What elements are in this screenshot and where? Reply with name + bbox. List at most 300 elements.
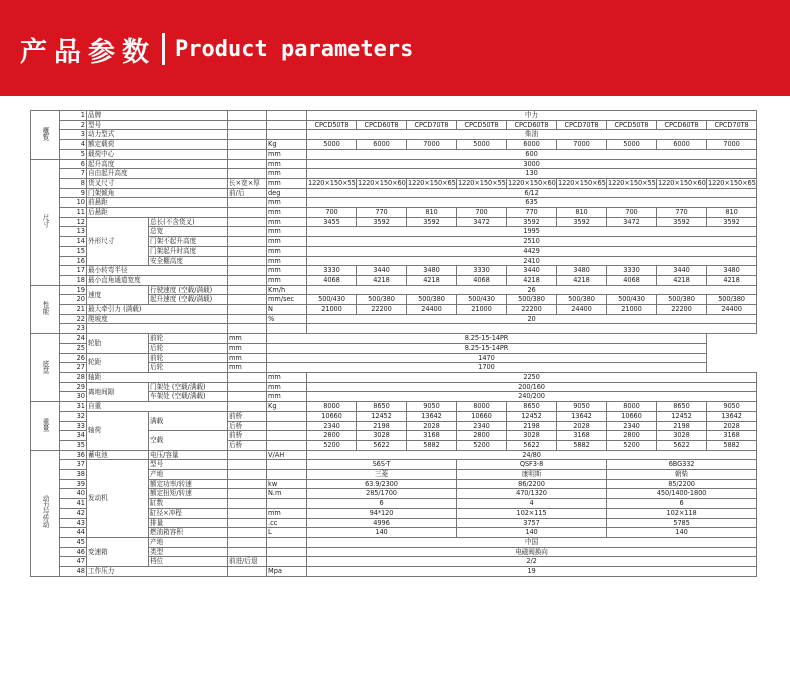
value-cell: 2800 [457, 431, 507, 441]
value-cell: 810 [407, 208, 457, 218]
value-cell: 3592 [557, 217, 607, 227]
value-cell: 810 [707, 208, 757, 218]
unit [267, 470, 307, 480]
merged-value-cell: 电磁阀换向 [307, 547, 757, 557]
aux-label: 前轮 [149, 353, 228, 363]
table-row [31, 111, 757, 121]
aux-label: 前轮 [149, 334, 228, 344]
table-row [31, 382, 757, 392]
page-title [20, 27, 413, 71]
item-label: 工作压力 [87, 567, 228, 577]
table-row [31, 314, 757, 324]
value-cell: 1220×150×65 [408, 178, 456, 187]
value-cell: 2198 [657, 421, 707, 431]
merged-value-cell: 4429 [307, 246, 757, 256]
aux-label [228, 537, 267, 547]
merged-value-cell: 200/160 [307, 382, 757, 392]
aux-label [228, 392, 267, 402]
merged-value-cell: 中国 [307, 537, 757, 547]
table-row [31, 324, 757, 334]
aux-label: 后轮 [149, 343, 228, 353]
value-cell: 13642 [557, 411, 607, 421]
item-label: 额定载荷 [87, 140, 228, 150]
sub-label: 总长(不含货叉) [149, 217, 228, 227]
item-label: 起升高度 [87, 159, 228, 169]
row-number: 17 [60, 266, 87, 276]
value-cell: 6000 [507, 140, 557, 150]
item-label: 离地间隙 [87, 382, 149, 401]
unit: mm [267, 372, 307, 382]
item-label: 型号 [87, 120, 228, 130]
sub-label: 档位 [149, 557, 228, 567]
value-cell: 6000 [357, 140, 407, 150]
item-label: 变速箱 [87, 537, 149, 566]
engine-value-cell: 85/2200 [607, 479, 757, 489]
aux-label [228, 305, 267, 315]
unit: % [267, 314, 307, 324]
row-number: 46 [60, 547, 87, 557]
unit [267, 431, 307, 441]
value-cell: 3455 [307, 217, 357, 227]
group-label-text: 尺寸 [41, 214, 49, 228]
value-cell: CPCD60T8 [657, 120, 707, 130]
group-label-text: 概覧 [41, 126, 49, 140]
aux-label [228, 159, 267, 169]
value-cell: CPCD60T8 [507, 120, 557, 130]
item-label: 后悬距 [87, 208, 228, 218]
row-number: 44 [60, 528, 87, 538]
unit: .cc [267, 518, 307, 528]
value-cell: 3440 [357, 266, 407, 276]
value-cell: 1220×150×60 [508, 178, 556, 187]
merged-value-cell: 2410 [307, 256, 757, 266]
value-cell: 4068 [307, 275, 357, 285]
unit [267, 557, 307, 567]
value-cell: 3480 [407, 266, 457, 276]
item-label: 货叉尺寸 [87, 178, 228, 188]
engine-value-cell: 3757 [457, 518, 607, 528]
value-cell: 2800 [307, 431, 357, 441]
merged-value-cell: 240/200 [307, 392, 757, 402]
row-number: 41 [60, 499, 87, 509]
unit [267, 421, 307, 431]
aux-label [228, 198, 267, 208]
unit: kw [267, 479, 307, 489]
aux-label [228, 169, 267, 179]
title-english: Product parameters [175, 36, 414, 62]
table-row [31, 460, 757, 470]
value-cell: 22200 [657, 305, 707, 315]
row-number: 45 [60, 537, 87, 547]
value-cell: 1220×150×65 [708, 178, 756, 187]
engine-value-cell: 朝柴 [607, 470, 757, 480]
value-cell: 3028 [357, 431, 407, 441]
aux-label [228, 149, 267, 159]
sub-label: 空载 [149, 431, 228, 450]
value-cell: 8650 [507, 402, 557, 412]
value-cell: 10660 [307, 411, 357, 421]
aux-label [228, 256, 267, 266]
merged-value-cell: 2/2 [307, 557, 757, 567]
unit: mm [267, 217, 307, 227]
value-cell: CPCD50T8 [307, 120, 357, 130]
value-cell: 4218 [657, 275, 707, 285]
row-number: 13 [60, 227, 87, 237]
value-cell: 7000 [407, 140, 457, 150]
unit: mm [228, 363, 267, 373]
value-cell: 2028 [557, 421, 607, 431]
unit: mm [267, 159, 307, 169]
value-cell: CPCD70T8 [707, 120, 757, 130]
sub-label: 满载 [149, 411, 228, 430]
value-cell: 24400 [407, 305, 457, 315]
value-cell: 3592 [707, 217, 757, 227]
value-cell: 3028 [657, 431, 707, 441]
value-cell: 10660 [607, 411, 657, 421]
table-row [31, 275, 757, 285]
unit [267, 537, 307, 547]
row-number: 16 [60, 256, 87, 266]
row-number: 43 [60, 518, 87, 528]
value-cell: 9050 [407, 402, 457, 412]
unit: V/AH [267, 450, 307, 460]
sub-label: 行驶速度 (空载/满载) [149, 285, 228, 295]
row-number: 14 [60, 237, 87, 247]
value-cell: 4218 [557, 275, 607, 285]
table-row [31, 130, 757, 140]
value-cell: 5000 [607, 140, 657, 150]
aux-label: 后轮 [149, 363, 228, 373]
unit [267, 130, 307, 140]
sub-label: 安全棚高度 [149, 256, 228, 266]
row-number: 37 [60, 460, 87, 470]
item-label: 蓄电池 [87, 450, 149, 460]
sub-label: 额定功率/转速 [149, 479, 228, 489]
value-cell: 700 [307, 208, 357, 218]
table-row [31, 266, 757, 276]
unit: mm [267, 392, 307, 402]
aux-label [228, 460, 267, 470]
row-number: 32 [60, 411, 87, 421]
row-number: 8 [60, 178, 87, 188]
merged-value-cell: 1700 [267, 363, 707, 373]
merged-value-cell: 中力 [307, 111, 757, 121]
item-label: 爬坡度 [87, 314, 228, 324]
merged-value-cell: 8.25-15-14PR [267, 334, 707, 344]
sub-label: 排量 [149, 518, 228, 528]
value-cell: CPCD70T8 [407, 120, 457, 130]
unit [267, 460, 307, 470]
unit: mm/sec [267, 295, 307, 305]
merged-value-cell: 635 [307, 198, 757, 208]
merged-value-cell: 3000 [307, 159, 757, 169]
item-label: 载荷中心 [87, 149, 228, 159]
table-row [31, 334, 757, 344]
engine-value-cell: 6BG332 [607, 460, 757, 470]
value-cell: 3330 [457, 266, 507, 276]
value-cell: 2340 [457, 421, 507, 431]
value-cell: 2198 [357, 421, 407, 431]
value-cell: 500/430 [607, 295, 657, 305]
row-number: 19 [60, 285, 87, 295]
value-cell: 3480 [557, 266, 607, 276]
sub-label: 门架处 (空载/满载) [149, 382, 228, 392]
sub-label: 额定扭矩/转速 [149, 489, 228, 499]
aux-label [228, 489, 267, 499]
engine-value-cell: 6 [607, 499, 757, 509]
sub-label: 起升速度 (空载/满载) [149, 295, 228, 305]
value-cell: 12452 [357, 411, 407, 421]
value-cell: 3592 [357, 217, 407, 227]
group-label [31, 111, 60, 160]
engine-value-cell: 285/1700 [307, 489, 457, 499]
value-cell: 2028 [707, 421, 757, 431]
value-cell: 21000 [307, 305, 357, 315]
row-number: 33 [60, 421, 87, 431]
table-row [31, 285, 757, 295]
row-number: 2 [60, 120, 87, 130]
engine-value-cell: S6S-T [307, 460, 457, 470]
value-cell: 2340 [307, 421, 357, 431]
value-cell: 2800 [607, 431, 657, 441]
table-row [31, 178, 757, 188]
sub-label: 总宽 [149, 227, 228, 237]
value-cell: 2198 [507, 421, 557, 431]
engine-value-cell: 140 [457, 528, 607, 538]
row-number: 22 [60, 314, 87, 324]
merged-value-cell: 2510 [307, 237, 757, 247]
unit: mm [267, 246, 307, 256]
aux-label [228, 246, 267, 256]
aux-label [228, 450, 267, 460]
item-label: 最小直角通道宽度 [87, 275, 228, 285]
unit: deg [267, 188, 307, 198]
value-cell: 3592 [507, 217, 557, 227]
unit: mm [267, 149, 307, 159]
row-number: 5 [60, 149, 87, 159]
value-cell: 3440 [657, 266, 707, 276]
value-cell: 500/380 [707, 295, 757, 305]
value-cell: CPCD60T8 [357, 120, 407, 130]
value-cell: 8650 [657, 402, 707, 412]
value-cell: 3028 [507, 431, 557, 441]
sub-label: 产地 [149, 470, 228, 480]
value-cell: 3330 [607, 266, 657, 276]
row-number: 39 [60, 479, 87, 489]
value-cell: 5622 [357, 440, 407, 450]
table-row [31, 217, 757, 227]
value-cell: 3168 [407, 431, 457, 441]
row-number: 31 [60, 402, 87, 412]
aux-label [228, 508, 267, 518]
aux-label: 前桥 [228, 411, 267, 421]
value-cell: 770 [357, 208, 407, 218]
unit: mm [267, 198, 307, 208]
value-cell: 500/380 [357, 295, 407, 305]
value-cell: 3472 [457, 217, 507, 227]
merged-value-cell: 19 [307, 567, 757, 577]
value-cell: 500/430 [307, 295, 357, 305]
table-row [31, 159, 757, 169]
value-cell: 8000 [607, 402, 657, 412]
unit: mm [267, 256, 307, 266]
engine-value-cell: 102×118 [607, 508, 757, 518]
group-label-text: 底盘 [41, 359, 49, 373]
value-cell: CPCD70T8 [557, 120, 607, 130]
engine-value-cell: 三菱 [307, 470, 457, 480]
value-cell: 4218 [357, 275, 407, 285]
value-cell: 1220×150×65 [558, 178, 606, 187]
item-label: 轴距 [87, 372, 228, 382]
sub-label: 缸径×冲程 [149, 508, 228, 518]
value-cell: 5882 [707, 440, 757, 450]
merged-value-cell: 26 [307, 285, 757, 295]
value-cell: 21000 [457, 305, 507, 315]
unit [267, 324, 307, 334]
value-cell: 3592 [407, 217, 457, 227]
value-cell: 9050 [557, 402, 607, 412]
item-label: 门架倾角 [87, 188, 228, 198]
unit [267, 111, 307, 121]
engine-value-cell: 86/2200 [457, 479, 607, 489]
value-cell: 8000 [457, 402, 507, 412]
value-cell: 5200 [607, 440, 657, 450]
sub-label: 燃油箱容积 [149, 528, 228, 538]
row-number: 3 [60, 130, 87, 140]
value-cell: 5882 [407, 440, 457, 450]
value-cell: 2028 [407, 421, 457, 431]
value-cell: 4218 [407, 275, 457, 285]
engine-value-cell: 450/1400-1800 [607, 489, 757, 499]
unit: N.m [267, 489, 307, 499]
aux-label [228, 266, 267, 276]
item-label: 前悬距 [87, 198, 228, 208]
table-row [31, 450, 757, 460]
merged-value-cell: 2250 [307, 372, 757, 382]
row-number: 29 [60, 382, 87, 392]
value-cell: 5882 [557, 440, 607, 450]
aux-label [228, 237, 267, 247]
row-number: 24 [60, 334, 87, 344]
aux-label [228, 111, 267, 121]
item-label: 发动机 [87, 460, 149, 538]
value-cell: 7000 [557, 140, 607, 150]
unit: Kg [267, 402, 307, 412]
item-label: 最小转弯半径 [87, 266, 228, 276]
item-label: 动力型式 [87, 130, 228, 140]
aux-label [228, 528, 267, 538]
engine-value-cell: 102×115 [457, 508, 607, 518]
value-cell: 3168 [707, 431, 757, 441]
value-cell: 21000 [607, 305, 657, 315]
row-number: 42 [60, 508, 87, 518]
unit: mm [267, 382, 307, 392]
table-row [31, 198, 757, 208]
aux-label [228, 382, 267, 392]
aux-label: 后桥 [228, 421, 267, 431]
group-label-text: 动力与传动 [41, 495, 49, 529]
value-cell: 3592 [657, 217, 707, 227]
value-cell: 8000 [307, 402, 357, 412]
merged-value-cell: 600 [307, 149, 757, 159]
unit: mm [267, 266, 307, 276]
aux-label [228, 130, 267, 140]
item-label: 最大牵引力 (满载) [87, 305, 228, 315]
engine-value-cell: QSF3-8 [457, 460, 607, 470]
engine-value-cell: 63.9/2300 [307, 479, 457, 489]
value-cell: 8650 [357, 402, 407, 412]
item-label: 速度 [87, 285, 149, 304]
row-number: 10 [60, 198, 87, 208]
engine-value-cell: 5785 [607, 518, 757, 528]
unit: Km/h [267, 285, 307, 295]
aux-label [228, 217, 267, 227]
table-row [31, 140, 757, 150]
value-cell: 700 [457, 208, 507, 218]
engine-value-cell: 4996 [307, 518, 457, 528]
value-cell: 1220×150×55 [608, 178, 656, 187]
sub-label: 电压/容量 [149, 450, 228, 460]
row-number: 36 [60, 450, 87, 460]
value-cell: 22200 [357, 305, 407, 315]
row-number: 15 [60, 246, 87, 256]
group-label-text: 重量 [41, 417, 49, 432]
unit: mm [267, 227, 307, 237]
merged-value-cell: 1995 [307, 227, 757, 237]
unit [267, 411, 307, 421]
value-cell: CPCD50T8 [607, 120, 657, 130]
merged-value-cell: 6/12 [307, 188, 757, 198]
item-label: 外形尺寸 [87, 217, 149, 266]
row-number: 26 [60, 353, 87, 363]
value-cell: 500/380 [557, 295, 607, 305]
sub-label: 型号 [149, 460, 228, 470]
table-row [31, 305, 757, 315]
table-row [31, 372, 757, 382]
merged-value-cell: 柴油 [307, 130, 757, 140]
engine-value-cell: 6 [307, 499, 457, 509]
row-number: 38 [60, 470, 87, 480]
value-cell: 5200 [307, 440, 357, 450]
unit: mm [228, 353, 267, 363]
value-cell: 7000 [707, 140, 757, 150]
value-cell: 12452 [507, 411, 557, 421]
value-cell: 500/380 [407, 295, 457, 305]
unit [267, 547, 307, 557]
value-cell: 2340 [607, 421, 657, 431]
value-cell: 3480 [707, 266, 757, 276]
engine-value-cell: 140 [607, 528, 757, 538]
row-number: 35 [60, 440, 87, 450]
merged-value-cell: 24/80 [307, 450, 757, 460]
row-number: 47 [60, 557, 87, 567]
row-number: 1 [60, 111, 87, 121]
unit: mm [228, 334, 267, 344]
sub-label: 类型 [149, 547, 228, 557]
sub-label: 产地 [149, 537, 228, 547]
row-number: 30 [60, 392, 87, 402]
unit: N [267, 305, 307, 315]
value-cell: 500/430 [457, 295, 507, 305]
aux-label [228, 208, 267, 218]
row-number: 48 [60, 567, 87, 577]
engine-value-cell: 4 [457, 499, 607, 509]
group-label [31, 159, 60, 285]
value-cell: 4068 [457, 275, 507, 285]
value-cell: 4218 [507, 275, 557, 285]
value-cell: 1220×150×60 [358, 178, 406, 187]
unit [267, 120, 307, 130]
